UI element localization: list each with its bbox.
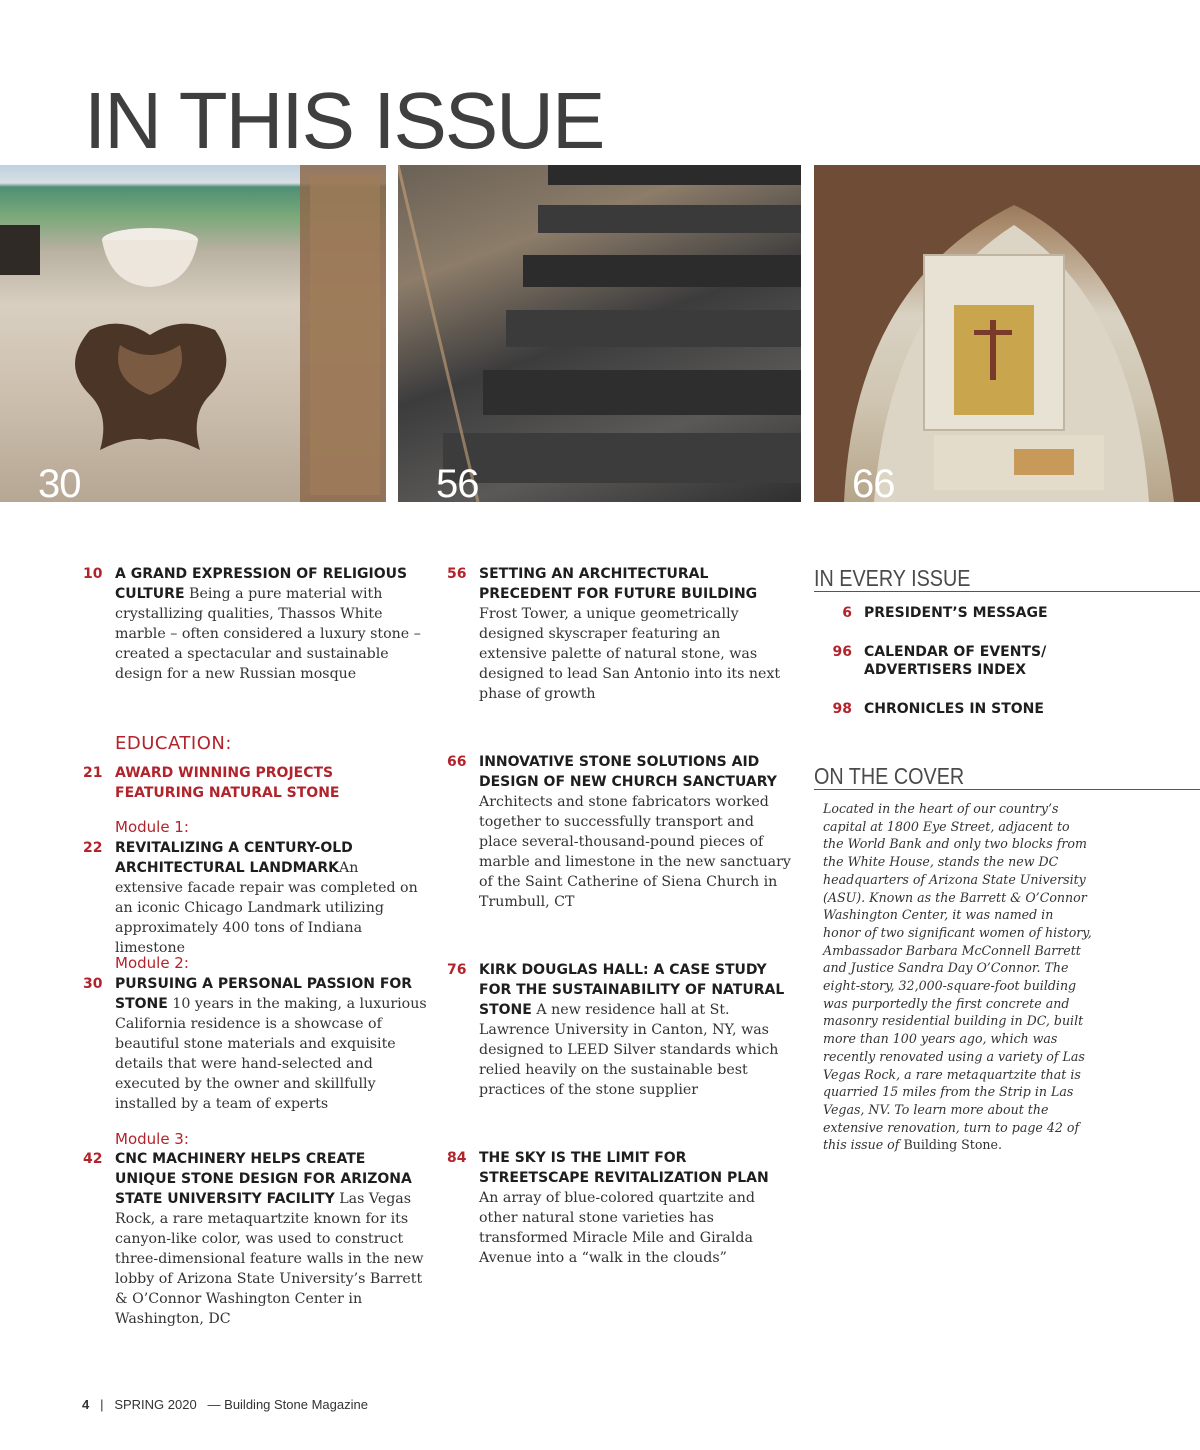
page-footer [82, 1397, 368, 1412]
page-number: 76 [447, 962, 467, 978]
entry-headline: PURSUING A PERSONAL PASSION FOR STONE [115, 976, 413, 1012]
entry-body: An extensive facade repair was completed on an iconic Chicago Landmark utilizing approximately 400 tons of Indiana limestone [115, 860, 418, 956]
page-number: 96 [832, 644, 852, 660]
page-number: 42 [83, 1151, 103, 1167]
footer-magazine: — Building Stone Magazine [207, 1397, 368, 1412]
entry-body: A new residence hall at St. Lawrence University in Canton, NY, was designed to LEED Silver standards which relied heavily on the sustainable best practices of the stone supplier [479, 1002, 779, 1098]
entry-text [479, 960, 789, 1100]
entry-headline: THE SKY IS THE LIMIT FOR STREETSCAPE REVITALIZATION PLAN [479, 1150, 769, 1186]
cover-text-body: Located in the heart of our country’s capital at 1800 Eye Street, adjacent to the World Bank and only two blocks from the White House, stands the new DC headquarters of Arizona State University (ASU). Known as the Barrett & O’Connor Washington Center, it was named in honor of two significant women of history, Ambassador Barbara McConnell Barrett and Justice Sandra Day O’Connor. The eight-story, 32,000-square-foot building was purportedly the first concrete and masonry residential building in DC, built more than 100 years ago, which was recently renovated using a variety of Las Vegas Rock, a rare metaquartzite that is quarried 15 miles from the Strip in Las Vegas, NV. To learn more about the extensive renovation, turn to page 42 of this issue of [823, 801, 1092, 1153]
entry-body: Being a pure material with crystallizing qualities, Thassos White marble – often considered a luxury stone – created a spectacular and sustainable design for a new Russian mosque [115, 586, 421, 682]
photo-illustration [814, 165, 1200, 502]
entry-body: Architects and stone fabricators worked together to successfully transport and place several-thousand-pound pieces of marble and limestone in the new sanctuary of the Saint Catherine of Siena Church in Trumbull, CT [479, 794, 791, 910]
photo-illustration [398, 165, 801, 502]
photo-page-number: 56 [436, 462, 479, 502]
page-number: 98 [832, 701, 852, 717]
entry-headline: AWARD WINNING PROJECTS FEATURING NATURAL STONE [115, 765, 340, 801]
on-the-cover-heading: ON THE COVER [814, 763, 1200, 790]
entry-text [479, 752, 791, 912]
cover-description [823, 800, 1093, 1154]
entry-headline: CNC MACHINERY HELPS CREATE UNIQUE STONE DESIGN FOR ARIZONA STATE UNIVERSITY FACILITY [115, 1151, 412, 1207]
page-number: 10 [83, 566, 103, 582]
entry-text [479, 1148, 779, 1268]
feature-photo-bathroom [0, 165, 386, 502]
photo-page-number: 66 [852, 462, 895, 502]
entry-headline: KIRK DOUGLAS HALL: A CASE STUDY FOR THE SUSTAINABILITY OF NATURAL STONE [479, 962, 785, 1018]
footer-separator: | [100, 1397, 104, 1412]
item-label: CALENDAR OF EVENTS/ ADVERTISERS INDEX [864, 644, 1047, 678]
footer-issue: SPRING 2020 [114, 1397, 197, 1412]
page-number: 56 [447, 566, 467, 582]
in-every-issue-heading: IN EVERY ISSUE [814, 565, 1200, 592]
photo-page-number: 30 [38, 462, 81, 502]
entry-headline: SETTING AN ARCHITECTURAL PRECEDENT FOR FUTURE BUILDING [479, 566, 758, 602]
entry-text [115, 1149, 427, 1329]
entry-headline: A GRAND EXPRESSION OF RELIGIOUS CULTURE [115, 566, 408, 602]
page-number: 21 [83, 765, 103, 781]
module-2-label: Module 2: [115, 954, 189, 972]
page-number: 66 [447, 754, 467, 770]
entry-text [479, 564, 789, 704]
entry-headline: INNOVATIVE STONE SOLUTIONS AID DESIGN OF NEW CHURCH SANCTUARY [479, 754, 777, 790]
entry-body: 10 years in the making, a luxurious California residence is a showcase of beautiful stone materials and exquisite details that were hand-selected and executed by the owner and skillfully installed by a team of experts [115, 996, 427, 1112]
page-number: 6 [842, 605, 852, 621]
entry-text [115, 564, 427, 684]
page-number: 30 [83, 976, 103, 992]
page-title: IN THIS ISSUE [84, 76, 604, 165]
feature-photo-church [814, 165, 1200, 502]
page-number: 84 [447, 1150, 467, 1166]
module-3-label: Module 3: [115, 1130, 189, 1148]
entry-text [115, 974, 427, 1114]
entry-headline: REVITALIZING A CENTURY-OLD ARCHITECTURAL LANDMARK [115, 840, 353, 876]
education-label: EDUCATION: [115, 733, 232, 754]
entry-body: An array of blue-colored quartzite and other natural stone varieties has transformed Miracle Mile and Giralda Avenue into a “walk in the clouds” [479, 1190, 755, 1266]
entry-body: Las Vegas Rock, a rare metaquartzite known for its canyon-like color, was used to construct three-dimensional feature walls in the new lobby of Arizona State University’s Barrett & O’Connor Washington Center in Washington, DC [115, 1191, 424, 1327]
entry-body: Frost Tower, a unique geometrically designed skyscraper featuring an extensive palette of natural stone, was designed to lead San Antonio into its next phase of growth [479, 606, 781, 702]
entry-text [115, 763, 365, 803]
module-1-label: Module 1: [115, 818, 189, 836]
photo-illustration [0, 165, 386, 502]
entry-text [115, 838, 427, 958]
page-number: 22 [83, 840, 103, 856]
item-label: CHRONICLES IN STONE [864, 701, 1044, 717]
publication-name: Building Stone. [903, 1137, 1002, 1153]
item-label: PRESIDENT’S MESSAGE [864, 605, 1048, 621]
feature-photo-staircase [398, 165, 801, 502]
footer-page-number: 4 [82, 1397, 90, 1412]
